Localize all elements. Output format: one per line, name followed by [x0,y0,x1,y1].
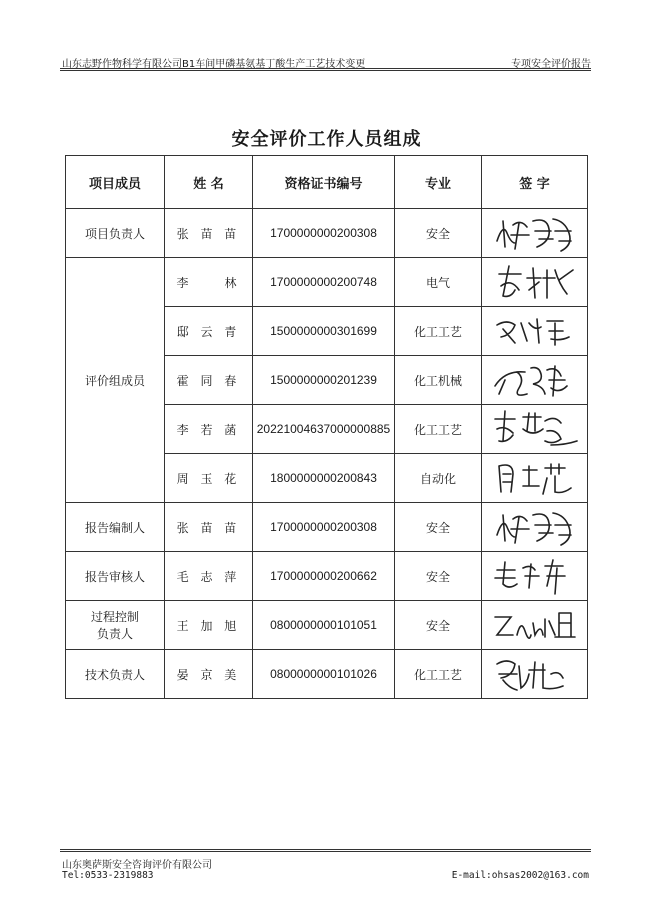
table-row [66,601,588,650]
cell-name: 霍 同 春 [165,356,253,405]
cell-role: 报告编制人 [66,503,165,552]
cell-role-process [66,601,165,650]
cell-major: 电气 [395,258,482,307]
cell-role: 评价组成员 [66,258,165,503]
cell-name: 李 若 菡 [165,405,253,454]
cell-role: 报告审核人 [66,552,165,601]
footer-phone: Tel:0533-2319883 [62,870,154,881]
header-signature: 签 字 [482,156,588,209]
signature-mao [482,552,588,601]
footer-email: E-mail:ohsas2002@163.com [451,870,589,881]
table-row [66,258,588,307]
cell-name: 张 苗 苗 [165,503,253,552]
cell-major: 化工工艺 [395,307,482,356]
header-rule [60,68,591,69]
cell-major: 化工工艺 [395,650,482,699]
footer-rule [60,849,591,850]
cell-cert: 1800000000200843 [253,454,395,503]
page-title: 安全评价工作人员组成 [231,129,422,150]
cell-name: 王 加 旭 [165,601,253,650]
cell-cert: 0800000000101026 [253,650,395,699]
cell-major: 化工工艺 [395,405,482,454]
signature-wang [482,601,588,650]
cell-cert: 1700000000200308 [253,209,395,258]
table-row [66,552,588,601]
cell-major: 安全 [395,503,482,552]
header-member: 项目成员 [66,156,165,209]
cell-cert: 0800000000101051 [253,601,395,650]
cell-role: 项目负责人 [66,209,165,258]
cell-name: 邸 云 青 [165,307,253,356]
signature-yan [482,650,588,699]
cell-cert: 1700000000200308 [253,503,395,552]
cell-name: 晏 京 美 [165,650,253,699]
cell-cert: 1700000000200662 [253,552,395,601]
header-name: 姓 名 [165,156,253,209]
cell-role-line-2: 负责人 [96,627,133,641]
table-row [66,503,588,552]
signature-di [482,307,588,356]
footer-rule-double [60,851,591,852]
table-header-row [66,156,588,209]
staff-table [65,155,588,699]
signature-zhou [482,454,588,503]
header-report-type: 专项安全评价报告 [511,59,591,70]
signature-zhang-2 [482,503,588,552]
cell-role: 技术负责人 [66,650,165,699]
header-report-subject: 山东志野作物科学有限公司B1车间甲磷基氨基丁酸生产工艺技术变更 [62,59,366,70]
header-rule-double [60,70,591,71]
cell-role-line-1: 过程控制 [90,610,139,624]
cell-name: 李 林 [165,258,253,307]
signature-zhang [482,209,588,258]
cell-cert: 1500000000301699 [253,307,395,356]
table-row [66,650,588,699]
cell-cert: 20221004637000000885 [253,405,395,454]
table-row [66,209,588,258]
footer-company: 山东奥萨斯安全咨询评价有限公司 [62,860,212,871]
cell-major: 安全 [395,209,482,258]
signature-li-lin [482,258,588,307]
signature-li-ruohan [482,405,588,454]
signature-huo [482,356,588,405]
cell-name: 周 玉 花 [165,454,253,503]
cell-cert: 1700000000200748 [253,258,395,307]
header-cert: 资格证书编号 [253,156,395,209]
cell-major: 自动化 [395,454,482,503]
cell-major: 安全 [395,552,482,601]
cell-major: 化工机械 [395,356,482,405]
header-major: 专业 [395,156,482,209]
cell-name: 毛 志 萍 [165,552,253,601]
cell-name: 张 苗 苗 [165,209,253,258]
cell-major: 安全 [395,601,482,650]
cell-cert: 1500000000201239 [253,356,395,405]
